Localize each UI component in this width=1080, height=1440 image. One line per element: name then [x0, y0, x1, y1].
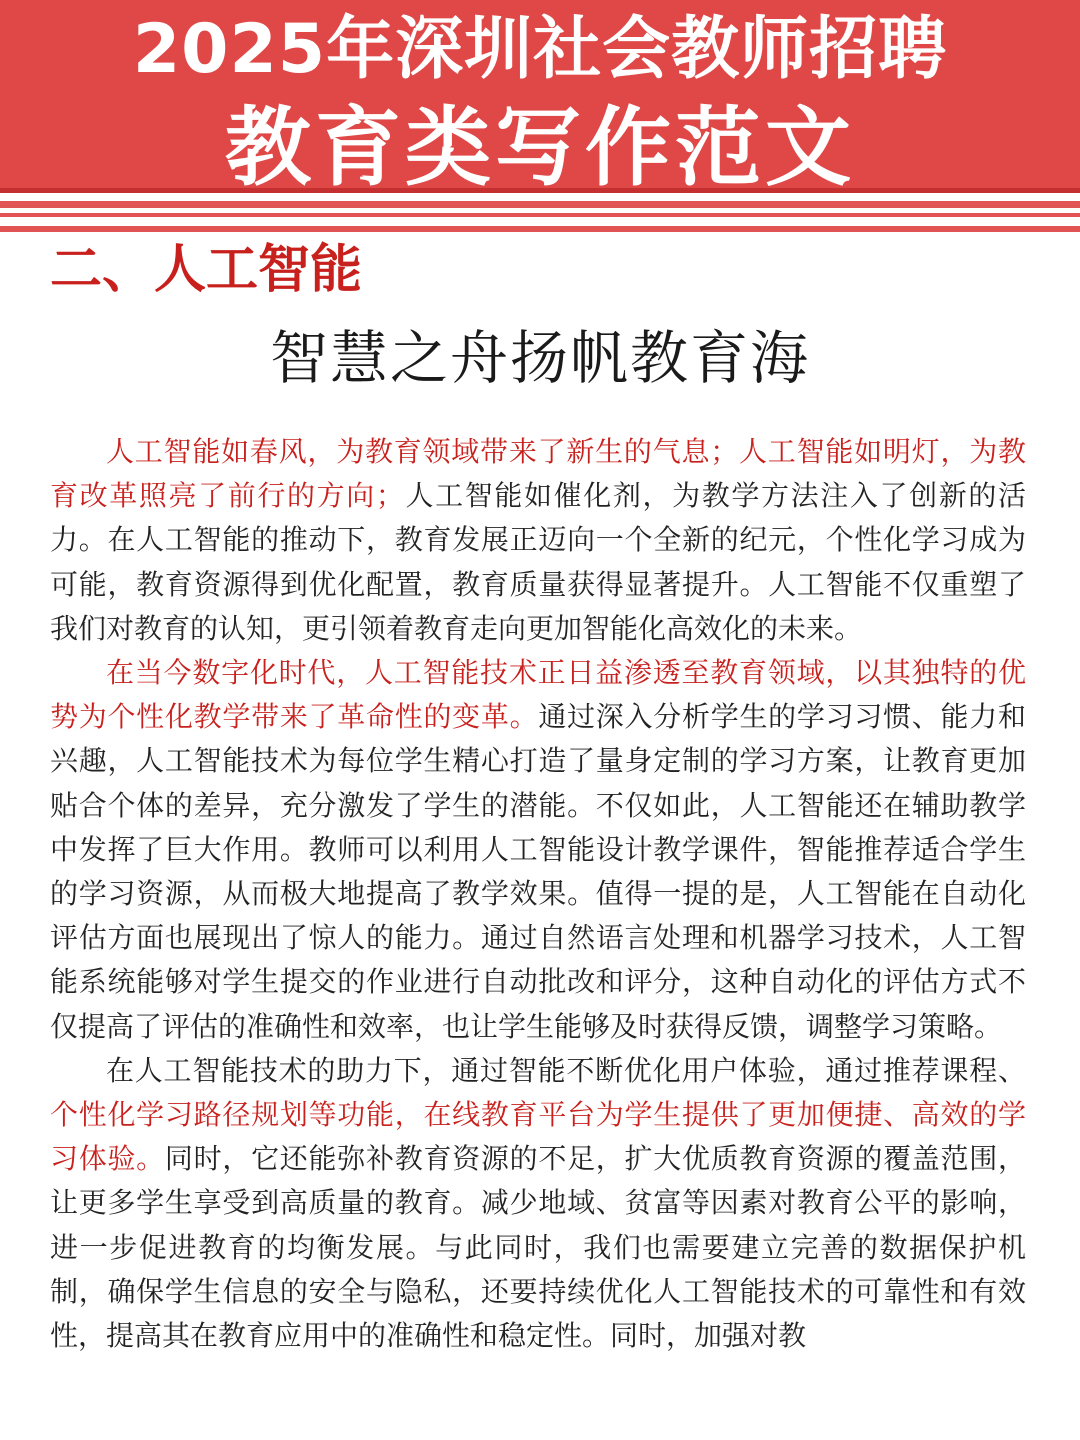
highlighted-sentence: 人工智能如春风，为教育领域带来了新生的气息；人工智能如明灯，为教育改革照亮了前行的方向；	[50, 435, 1026, 513]
paragraph-lead-text: 在人工智能技术的助力下，通过智能不断优化用户体验，通过推荐课程、	[106, 1053, 1026, 1087]
decorative-stripe	[0, 226, 1080, 232]
highlighted-sentence: 个性化学习路径规划等功能，在线教育平台为学生提供了更加便捷、高效的学习体验。	[50, 1098, 1026, 1176]
title-banner	[0, 0, 1080, 198]
paragraph-3	[50, 1049, 1026, 1358]
paragraph-1	[50, 430, 1026, 651]
highlighted-sentence: 在当今数字化时代，人工智能技术正日益渗透至教育领域，以其独特的优势为个性化教学带来了革命性的变革。	[50, 656, 1026, 734]
banner-title-line1: 2025年深圳社会教师招聘	[132, 10, 948, 89]
paragraph-text: 人工智能如催化剂，为教学方法注入了创新的活力。在人工智能的推动下，教育发展正迈向一个全新的纪元，个性化学习成为可能，教育资源得到优化配置，教育质量获得显著提升。人工智能不仅重塑了我们对教育的认知，更引领着教育走向更加智能化高效化的未来。	[50, 479, 1026, 645]
essay-title: 智慧之舟扬帆教育海	[269, 324, 810, 392]
paragraph-text: 同时，它还能弥补教育资源的不足，扩大优质教育资源的覆盖范围，让更多学生享受到高质量的教育。减少地域、贫富等因素对教育公平的影响，进一步促进教育的均衡发展。与此同时，我们也需要建立完善的数据保护机制，确保学生信息的安全与隐私，还要持续优化人工智能技术的可靠性和有效性，提高其在教育应用中的准确性和稳定性。同时，加强对教	[50, 1142, 1026, 1353]
decorative-stripe	[0, 201, 1080, 208]
decorative-stripe	[0, 213, 1080, 217]
essay-body	[50, 430, 1026, 1358]
banner-title-line2: 教育类写作范文	[225, 98, 855, 198]
paragraph-text: 通过深入分析学生的学习习惯、能力和兴趣，人工智能技术为每位学生精心打造了量身定制的学习方案，让教育更加贴合个体的差异，充分激发了学生的潜能。不仅如此，人工智能还在辅助教学中发挥了巨大作用。教师可以利用人工智能设计教学课件，智能推荐适合学生的学习资源，从而极大地提高了教学效果。值得一提的是，人工智能在自动化评估方面也展现出了惊人的能力。通过自然语言处理和机器学习技术，人工智能系统能够对学生提交的作业进行自动批改和评分，这种自动化的评估方式不仅提高了评估的准确性和效率，也让学生能够及时获得反馈，调整学习策略。	[50, 700, 1026, 1043]
paragraph-2	[50, 651, 1026, 1049]
section-heading: 二、人工智能	[50, 240, 363, 300]
